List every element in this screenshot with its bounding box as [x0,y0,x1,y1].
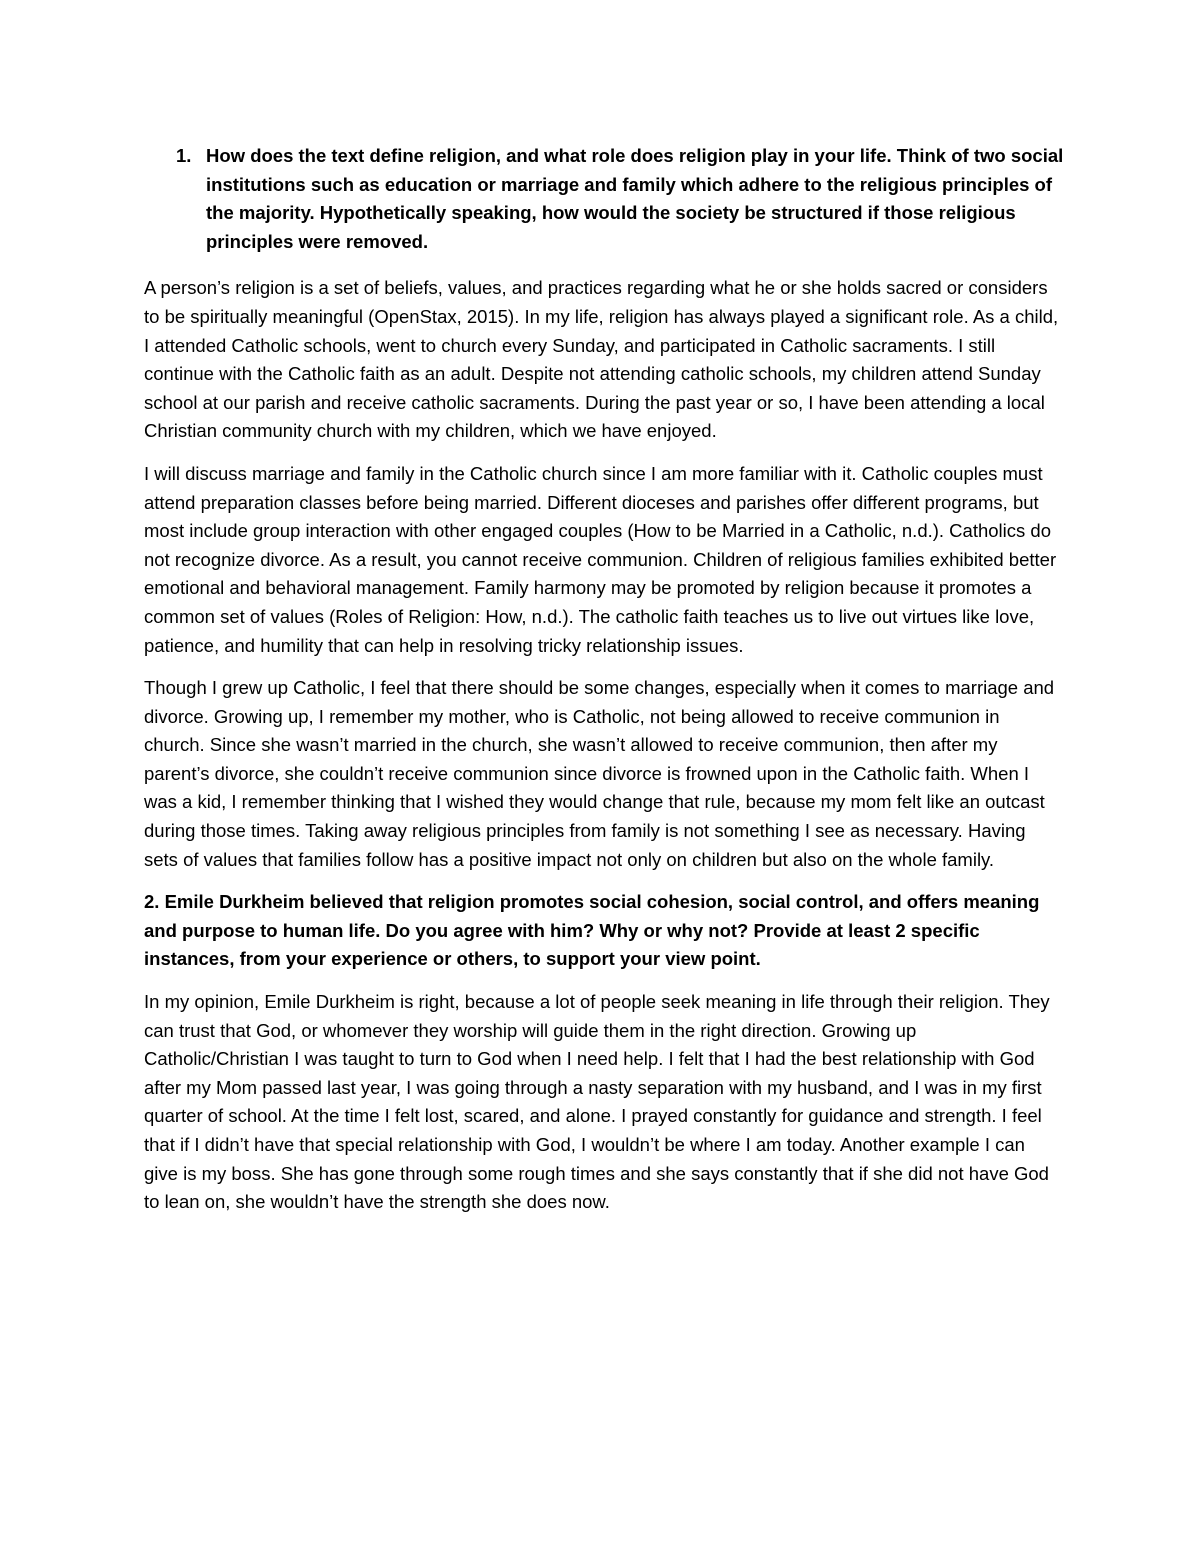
document-page [144,142,1064,1231]
answer-1-paragraph: Though I grew up Catholic, I feel that there should be some changes, especially when it comes to marriage and divorce. Growing up, I remember my mother, who is Catholic, not being allowed to receive communion in church. Since she wasn’t married in the church, she wasn’t allowed to receive communion, then after my parent’s divorce, she couldn’t receive communion since divorce is frowned upon in the Catholic faith. When I was a kid, I remember thinking that I wished they would change that rule, because my mom felt like an outcast during those times. Taking away religious principles from family is not something I see as necessary. Having sets of values that families follow has a positive impact not only on children but also on the whole family. [144,677,1055,870]
answer-2-paragraph: In my opinion, Emile Durkheim is right, because a lot of people seek meaning in life through their religion. They can trust that God, or whomever they worship will guide them in the right direction. Growing up Catholic/Christian I was taught to turn to God when I need help. I felt that I had the best relationship with God after my Mom passed last year, I was going through a nasty separation with my husband, and I was in my first quarter of school. At the time I felt lost, scared, and alone. I prayed constantly for guidance and strength. I feel that if I didn’t have that special relationship with God, I wouldn’t be where I am today. Another example I can give is my boss. She has gone through some rough times and she says constantly that if she did not have God to lean on, she wouldn’t have the strength she does now. [144,991,1050,1213]
question-1-text: How does the text define religion, and what role does religion play in your life. Think of two social institutions such as education or marriage and family which adhere to the religious principles of the majority. Hypothetically speaking, how would the society be structured if those religious principles were removed. [206,145,1064,252]
question-1-number: 1. [176,145,192,166]
answer-1-paragraph: A person’s religion is a set of beliefs, values, and practices regarding what he or she holds sacred or considers to be spiritually meaningful (OpenStax, 2015). In my life, religion has always played a significant role. As a child, I attended Catholic schools, went to church every Sunday, and participated in Catholic sacraments. I still continue with the Catholic faith as an adult. Despite not attending catholic schools, my children attend Sunday school at our parish and receive catholic sacraments. During the past year or so, I have been attending a local Christian community church with my children, which we have enjoyed. [144,277,1059,442]
question-1 [144,142,1064,256]
question-2: 2. Emile Durkheim believed that religion promotes social cohesion, social control, and offers meaning and purpose to human life. Do you agree with him? Why or why not? Provide at least 2 specific instances, from your experience or others, to support your view point. [144,891,1040,970]
answer-1-paragraph: I will discuss marriage and family in the Catholic church since I am more familiar with it. Catholic couples must attend preparation classes before being married. Different dioceses and parishes offer different programs, but most include group interaction with other engaged couples (How to be Married in a Catholic, n.d.). Catholics do not recognize divorce. As a result, you cannot receive communion. Children of religious families exhibited better emotional and behavioral management. Family harmony may be promoted by religion because it promotes a common set of values (Roles of Religion: How, n.d.). The catholic faith teaches us to live out virtues like love, patience, and humility that can help in resolving tricky relationship issues. [144,462,1057,656]
